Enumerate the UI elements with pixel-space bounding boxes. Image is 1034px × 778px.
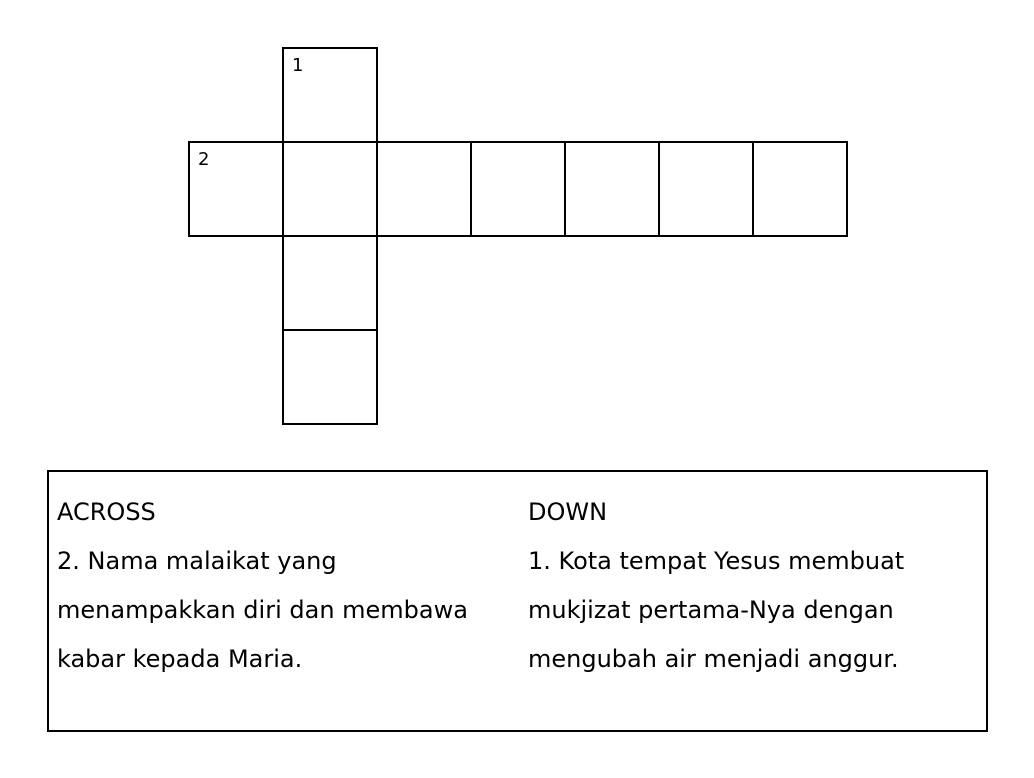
down-clue-1-line: mengubah air menjadi anggur.: [528, 645, 899, 673]
crossword-cell[interactable]: [282, 141, 378, 237]
down-clue-1-line: 1. Kota tempat Yesus membuat: [528, 547, 905, 575]
crossword-cell[interactable]: [282, 47, 378, 143]
down-heading: DOWN: [528, 498, 608, 526]
cell-number: 1: [292, 55, 304, 76]
crossword-cell[interactable]: [282, 235, 378, 331]
across-clue-2-line: kabar kepada Maria.: [57, 645, 303, 673]
crossword-cell[interactable]: [564, 141, 660, 237]
down-clue-1-line: mukjizat pertama-Nya dengan: [528, 596, 894, 624]
across-heading: ACROSS: [57, 498, 156, 526]
clues-panel: [47, 470, 988, 732]
crossword-cell[interactable]: [376, 141, 472, 237]
across-clues: [57, 488, 519, 684]
crossword-cell[interactable]: [282, 329, 378, 425]
across-clue-2-line: menampakkan diri dan membawa: [57, 596, 468, 624]
crossword-cell[interactable]: [470, 141, 566, 237]
crossword-cell[interactable]: [752, 141, 848, 237]
crossword-cell[interactable]: [658, 141, 754, 237]
cell-number: 2: [198, 149, 210, 170]
across-clue-2-line: 2. Nama malaikat yang: [57, 547, 337, 575]
crossword-cell[interactable]: [188, 141, 284, 237]
down-clues: [528, 488, 968, 684]
